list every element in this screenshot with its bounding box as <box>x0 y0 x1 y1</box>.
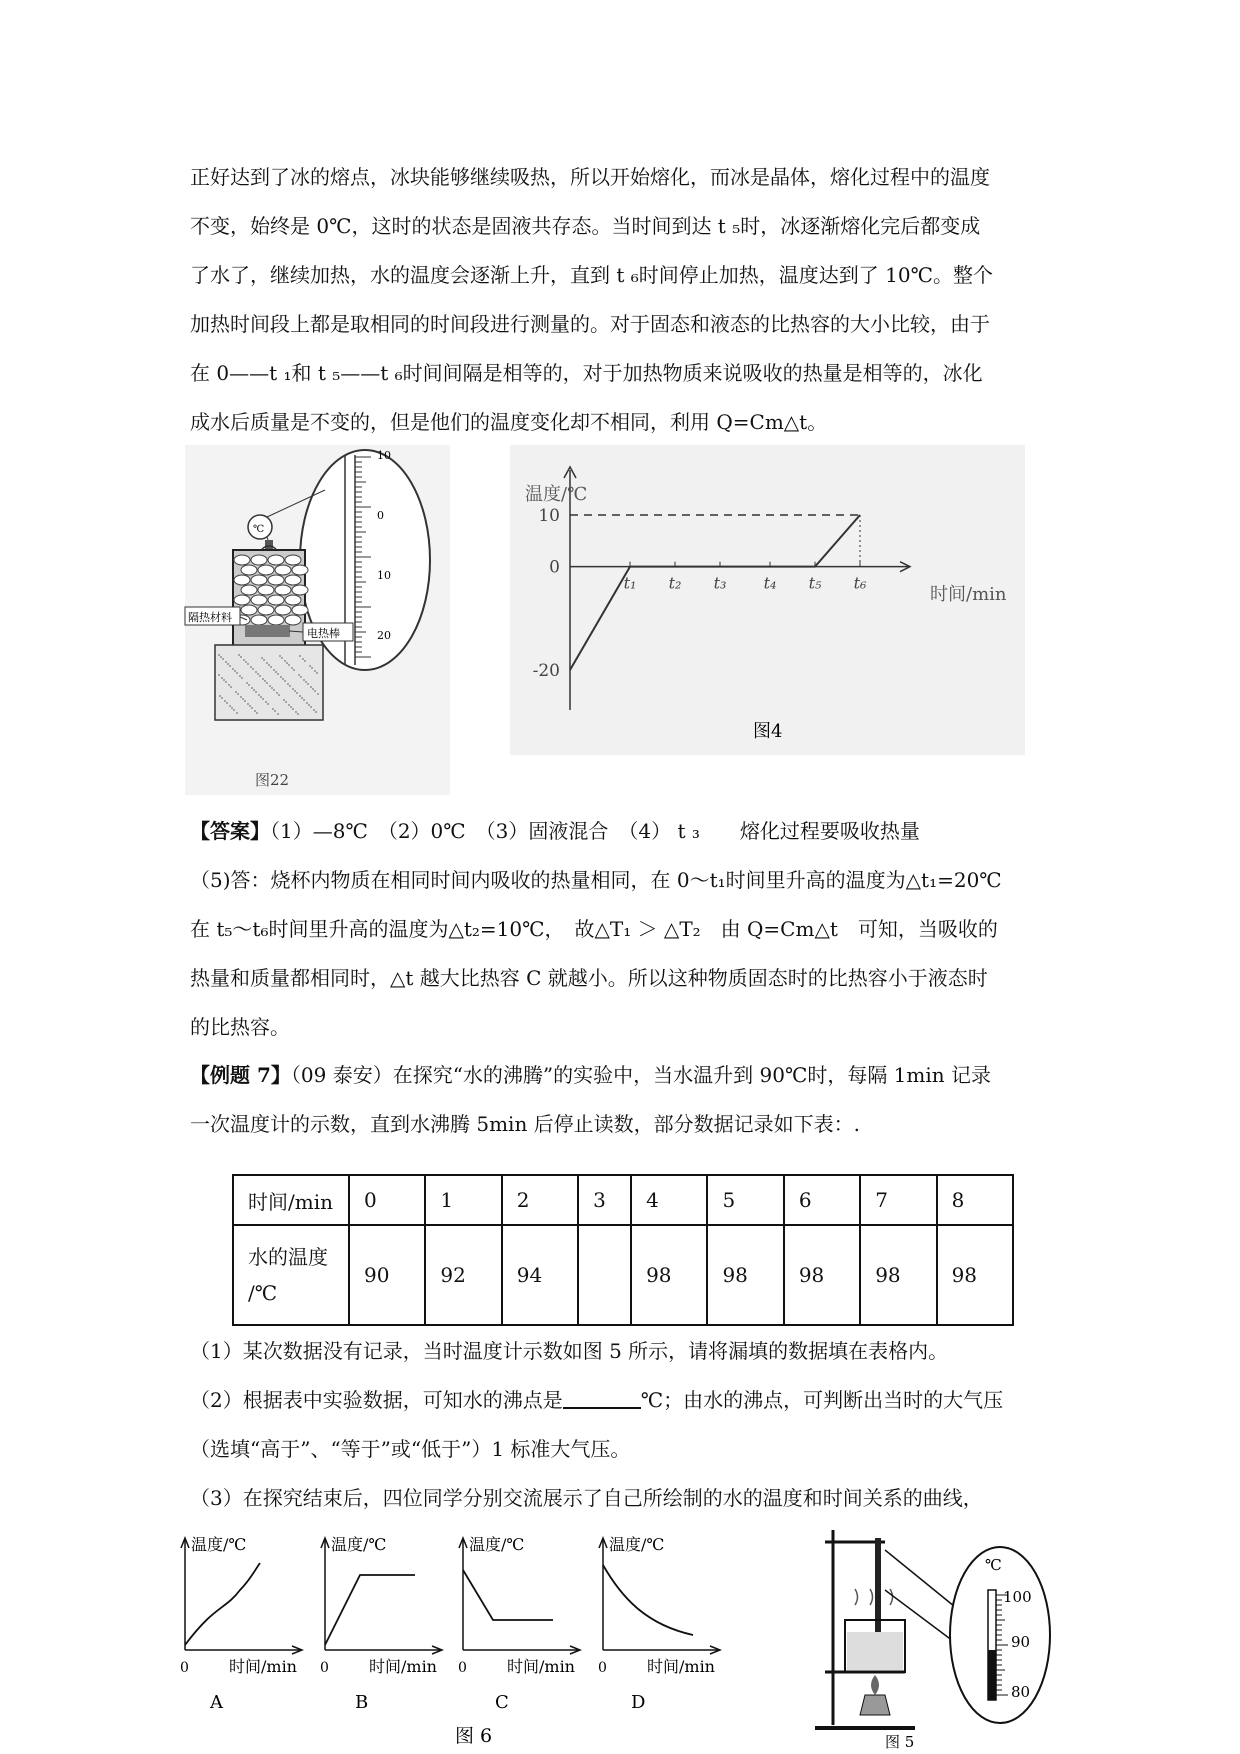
data-table <box>232 1174 1014 1326</box>
insulation-dot <box>239 675 241 677</box>
burner-icon <box>860 1695 890 1715</box>
chart-y-label: 温度/℃ <box>525 484 588 505</box>
insulation-dot <box>223 679 225 681</box>
insulation-dot <box>228 684 230 686</box>
insulation-dot <box>283 699 285 701</box>
table-row <box>233 1175 1013 1225</box>
table-cell: 5 <box>707 1175 783 1225</box>
insulation-dot <box>298 674 300 676</box>
insulation-dot <box>300 676 302 678</box>
option-letter: B <box>355 1692 369 1713</box>
answer-line-3: 在 t₅～t₆时间里升高的温度为△t₂=10℃， 故△T₁ ＞ △T₂ 由 Q=Cm△t 可知，当吸收的 <box>190 917 998 941</box>
insulation-dot <box>308 704 310 706</box>
answer-line-5: 的比热容。 <box>190 1015 290 1039</box>
insulation-dot <box>252 668 254 670</box>
insulation-dot <box>309 665 311 667</box>
row-header-unit: /℃ <box>248 1281 278 1305</box>
option-curve <box>185 1563 260 1645</box>
insulation-dot <box>230 686 232 688</box>
ice-chunk <box>292 605 308 615</box>
figure-5 <box>815 1520 1055 1750</box>
insulation-dot <box>312 688 314 690</box>
figure-caption: 图22 <box>255 771 290 789</box>
scale-label: 10 <box>377 449 391 462</box>
insulation-dot <box>284 660 286 662</box>
insulation-dot <box>221 697 223 699</box>
insulation-dot <box>303 699 305 701</box>
figure-caption: 图 6 <box>455 1725 493 1747</box>
ice-chunk <box>275 565 291 575</box>
option-letter: A <box>210 1692 223 1713</box>
table-row <box>233 1225 1013 1325</box>
option-graph <box>180 1535 302 1713</box>
insulation-dot <box>245 661 247 663</box>
table-cell: 2 <box>502 1175 578 1225</box>
insulation-dot <box>244 700 246 702</box>
x-tick-label: t₁ <box>623 573 637 593</box>
insulation-dot <box>290 706 292 708</box>
insulation-dot <box>266 682 268 684</box>
base <box>215 645 323 720</box>
table-header-cell: 时间/min <box>233 1175 349 1225</box>
ice-chunk <box>258 565 274 575</box>
insulation-dot <box>258 694 260 696</box>
insulation-dot <box>224 700 226 702</box>
insulation-dot <box>284 680 286 682</box>
table-cell: 7 <box>860 1175 936 1225</box>
insulation-dot <box>263 659 265 661</box>
insulation-dot <box>315 711 317 713</box>
insulation-dot <box>277 673 279 675</box>
insulation-dot <box>302 658 304 660</box>
table-cell: 0 <box>349 1175 425 1225</box>
insulation-dot <box>222 658 224 660</box>
x-tick-label: t₆ <box>853 573 867 593</box>
ice-chunk <box>285 595 301 605</box>
insulation-dot <box>269 685 271 687</box>
ice-chunk <box>234 575 250 585</box>
ice-chunk <box>292 565 308 575</box>
ice-chunk <box>268 575 284 585</box>
option-letter: D <box>631 1692 646 1713</box>
insulation-dot <box>296 692 298 694</box>
scale-label: 0 <box>377 509 384 522</box>
insulation-dot <box>249 705 251 707</box>
insulation-dot <box>221 677 223 679</box>
insulation-dot <box>301 697 303 699</box>
insulation-dot <box>242 698 244 700</box>
insulation-dot <box>273 669 275 671</box>
insulation-dot <box>257 673 259 675</box>
table-cell: 3 <box>578 1175 631 1225</box>
option-curve <box>463 1570 553 1620</box>
paragraph-line: 正好达到了冰的熔点，冰块能够继续吸热，所以开始熔化，而冰是晶体，熔化过程中的温度 <box>190 165 990 189</box>
insulation-dot <box>305 681 307 683</box>
insulation-dot <box>299 655 301 657</box>
y-tick-label: 0 <box>549 557 560 578</box>
example-text: （09 泰安）在探究“水的沸腾”的实验中，当水温升到 90℃时，每隔 1min 记录 <box>290 1063 992 1087</box>
insulation-dot <box>273 689 275 691</box>
question-3: （3）在探究结束后，四位同学分别交流展示了自己所绘制的水的温度和时间关系的曲线， <box>190 1486 983 1510</box>
example-line-2: 一次温度计的示数，直到水沸腾 5min 后停止读数，部分数据记录如下表：. <box>190 1112 861 1136</box>
insulation-dot <box>247 703 249 705</box>
origin-label: 0 <box>180 1660 189 1676</box>
table-cell: 92 <box>425 1225 501 1325</box>
question-1: （1）某次数据没有记录，当时温度计示数如图 5 所示，请将漏填的数据填在表格内。 <box>190 1339 949 1363</box>
insulation-dot <box>253 689 255 691</box>
insulation-dot <box>251 687 253 689</box>
ice-chunk <box>285 575 301 585</box>
insulation-dot <box>281 657 283 659</box>
insulation-dot <box>314 690 316 692</box>
ice-chunk <box>251 575 267 585</box>
answer-line-1 <box>190 818 920 844</box>
insulation-dot <box>279 655 281 657</box>
insulation-dot <box>293 669 295 671</box>
scale-label: 20 <box>377 629 391 642</box>
ice-chunk <box>258 585 274 595</box>
answer-line-4: 热量和质量都相同时，△t 越大比热容 C 就越小。所以这种物质固态时的比热容小于液态时 <box>190 966 988 990</box>
insulation-dot <box>259 675 261 677</box>
answer-text: （1）—8℃ （2）0℃ （3）固液混合 （4） t ₃ 熔化过程要吸收热量 <box>270 819 920 843</box>
x-tick-label: t₃ <box>713 573 727 593</box>
insulation-dot <box>232 668 234 670</box>
insulation-dot <box>218 674 220 676</box>
answer-line-2: （5)答：烧杯内物质在相同时间内吸收的热量相同，在 0～t₁时间里升高的温度为△t₁=20℃ <box>190 868 1002 892</box>
table-cell: 98 <box>784 1225 860 1325</box>
ice-chunk <box>285 555 301 565</box>
ice-chunk <box>292 585 308 595</box>
ice-chunk <box>268 595 284 605</box>
heater-label: 电热棒 <box>307 627 340 640</box>
figure-4-chart <box>510 445 1025 755</box>
insulation-dot <box>294 690 296 692</box>
insulation-dot <box>268 664 270 666</box>
table-cell: 98 <box>937 1225 1013 1325</box>
insulation-dot <box>285 701 287 703</box>
option-y-label: 温度/℃ <box>469 1535 525 1554</box>
question-2-line-2: （选填“高于”、“等于”或“低于”）1 标准大气压。 <box>190 1437 631 1461</box>
insulation-dot <box>277 713 279 715</box>
insulation-dot <box>274 710 276 712</box>
ice-chunk <box>258 605 274 615</box>
option-curve <box>603 1565 693 1635</box>
insulation-dot <box>264 680 266 682</box>
table-cell: 1 <box>425 1175 501 1225</box>
y-tick-label: -20 <box>532 661 560 681</box>
insulation-dot <box>243 659 245 661</box>
scale-label: 10 <box>377 569 391 582</box>
insulation-dot <box>261 657 263 659</box>
row-header-text: 水的温度 <box>248 1245 328 1269</box>
answer-label: 【答案】 <box>190 819 270 843</box>
origin-label: 0 <box>458 1660 467 1676</box>
option-x-label: 时间/min <box>507 1657 575 1676</box>
insulation-dot <box>303 679 305 681</box>
fill-blank[interactable] <box>563 1387 641 1409</box>
option-graph <box>458 1535 580 1713</box>
origin-label: 0 <box>320 1660 329 1676</box>
insulation-dot <box>297 713 299 715</box>
ice-chunk <box>275 605 291 615</box>
insulation-dot <box>310 706 312 708</box>
insulation-dot <box>256 712 258 714</box>
table-cell: 6 <box>784 1175 860 1225</box>
insulation-dot <box>287 683 289 685</box>
insulation-dot <box>238 654 240 656</box>
insulation-dot <box>288 704 290 706</box>
insulation-dot <box>291 667 293 669</box>
insulation-dot <box>229 665 231 667</box>
ice-chunk <box>275 585 291 595</box>
paragraph-line: 不变，始终是 0℃，这时的状态是固液共存态。当时间到达 t ₅时，冰逐渐熔化完后都变成 <box>190 214 981 238</box>
ice-chunk <box>285 615 301 625</box>
paragraph-line: 加热时间段上都是取相同的时间段进行测量的。对于固态和液态的比热容的大小比较，由于 <box>190 312 990 336</box>
option-x-label: 时间/min <box>647 1657 715 1676</box>
insulation-dot <box>271 687 273 689</box>
insulation-dot <box>226 702 228 704</box>
ice-chunk <box>234 595 250 605</box>
insulation-dot <box>280 676 282 678</box>
option-x-label: 时间/min <box>229 1657 297 1676</box>
ice-chunk <box>241 585 257 595</box>
insulation-dot <box>255 671 257 673</box>
insulation-dot <box>220 656 222 658</box>
example-label: 【例题 7】 <box>190 1063 291 1087</box>
insulation-dot <box>316 672 318 674</box>
x-tick-label: t₄ <box>763 573 777 593</box>
ice-chunk <box>268 555 284 565</box>
figure-caption: 图 5 <box>885 1733 915 1751</box>
table-cell: 94 <box>502 1225 578 1325</box>
insulation-dot <box>248 684 250 686</box>
scale-label: 80 <box>1011 1683 1031 1701</box>
insulation-dot <box>314 670 316 672</box>
ice-chunk <box>241 565 257 575</box>
insulation-dot <box>278 694 280 696</box>
insulation-dot <box>240 696 242 698</box>
origin-label: 0 <box>598 1660 607 1676</box>
insulation-dot <box>235 691 237 693</box>
insulation-dot <box>229 705 231 707</box>
table-cell: 8 <box>937 1175 1013 1225</box>
paragraph-line: 在 0——t ₁和 t ₅——t ₆时间间隔是相等的，对于加热物质来说吸收的热量是相等的，冰化 <box>190 361 983 385</box>
figure-6 <box>180 1530 805 1750</box>
figure-caption: 图4 <box>753 721 783 742</box>
ice-chunk <box>268 615 284 625</box>
insulation-dot <box>262 678 264 680</box>
insulation-dot <box>295 711 297 713</box>
insulation-label: 隔热材料 <box>188 611 232 624</box>
insulation-dot <box>240 656 242 658</box>
option-x-label: 时间/min <box>369 1657 437 1676</box>
insulation-dot <box>267 703 269 705</box>
y-tick-label: 10 <box>538 506 560 526</box>
unit-label: ℃ <box>985 1556 1002 1574</box>
insulation-dot <box>317 693 319 695</box>
question-2-after: ℃；由水的沸点，可判断出当时的大气压 <box>640 1388 1004 1412</box>
table-cell: 90 <box>349 1225 425 1325</box>
option-letter: C <box>495 1692 509 1713</box>
chart-x-label: 时间/min <box>930 584 1007 605</box>
insulation-dot <box>227 663 229 665</box>
insulation-dot <box>288 664 290 666</box>
ice-chunk <box>251 595 267 605</box>
question-2 <box>190 1387 1003 1413</box>
insulation-dot <box>219 695 221 697</box>
paragraph-line: 成水后质量是不变的，但是他们的温度变化却不相同，利用 Q=Cm△t。 <box>190 410 828 434</box>
option-y-label: 温度/℃ <box>331 1535 387 1554</box>
insulation-dot <box>313 709 315 711</box>
x-tick-label: t₅ <box>808 573 822 593</box>
insulation-dot <box>289 685 291 687</box>
ice-chunk <box>251 555 267 565</box>
option-y-label: 温度/℃ <box>191 1535 247 1554</box>
insulation-dot <box>251 707 253 709</box>
insulation-dot <box>255 691 257 693</box>
table-cell: 98 <box>631 1225 707 1325</box>
option-graph <box>598 1535 720 1713</box>
insulation-dot <box>236 672 238 674</box>
insulation-dot <box>233 709 235 711</box>
option-y-label: 温度/℃ <box>609 1535 665 1554</box>
table-cell: 4 <box>631 1175 707 1225</box>
insulation-dot <box>275 671 277 673</box>
insulation-dot <box>286 662 288 664</box>
insulation-dot <box>236 712 238 714</box>
ice-chunk <box>234 555 250 565</box>
table-cell: 98 <box>860 1225 936 1325</box>
insulation-dot <box>234 670 236 672</box>
scale-label: 100 <box>1003 1588 1032 1606</box>
insulation-dot <box>276 692 278 694</box>
ice-chunk <box>241 605 257 615</box>
insulation-dot <box>292 708 294 710</box>
paragraph-line: 了水了，继续加热，水的温度会逐渐上升，直到 t ₆时间停止加热，温度达到了 10℃。整个 <box>190 263 993 287</box>
insulation-dot <box>272 708 274 710</box>
insulation-dot <box>241 677 243 679</box>
option-curve <box>325 1575 415 1645</box>
heater-rod <box>245 625 290 637</box>
insulation-dot <box>225 661 227 663</box>
table-cell-empty <box>578 1225 631 1325</box>
insulation-dot <box>260 696 262 698</box>
insulation-dot <box>262 698 264 700</box>
insulation-dot <box>307 683 309 685</box>
insulation-dot <box>299 695 301 697</box>
table-cell: 98 <box>707 1225 783 1325</box>
insulation-dot <box>310 686 312 688</box>
insulation-dot <box>306 702 308 704</box>
insulation-dot <box>231 707 233 709</box>
insulation-dot <box>250 666 252 668</box>
question-2-before: （2）根据表中实验数据，可知水的沸点是 <box>190 1388 563 1412</box>
unit-label: ℃ <box>253 524 265 535</box>
table-header-cell <box>233 1225 349 1325</box>
insulation-dot <box>265 701 267 703</box>
insulation-dot <box>311 667 313 669</box>
option-graph <box>320 1535 442 1713</box>
insulation-dot <box>225 681 227 683</box>
insulation-dot <box>282 678 284 680</box>
insulation-dot <box>254 710 256 712</box>
insulation-dot <box>246 682 248 684</box>
insulation-dot <box>304 660 306 662</box>
ice-chunk <box>251 615 267 625</box>
insulation-dot <box>218 654 220 656</box>
insulation-dot <box>292 688 294 690</box>
scale-label: 90 <box>1011 1633 1031 1651</box>
insulation-dot <box>270 666 272 668</box>
insulation-dot <box>247 663 249 665</box>
figure-22 <box>185 445 450 795</box>
x-tick-label: t₂ <box>668 573 682 593</box>
insulation-dot <box>237 693 239 695</box>
insulation-dot <box>266 662 268 664</box>
example-line-1 <box>190 1062 991 1088</box>
